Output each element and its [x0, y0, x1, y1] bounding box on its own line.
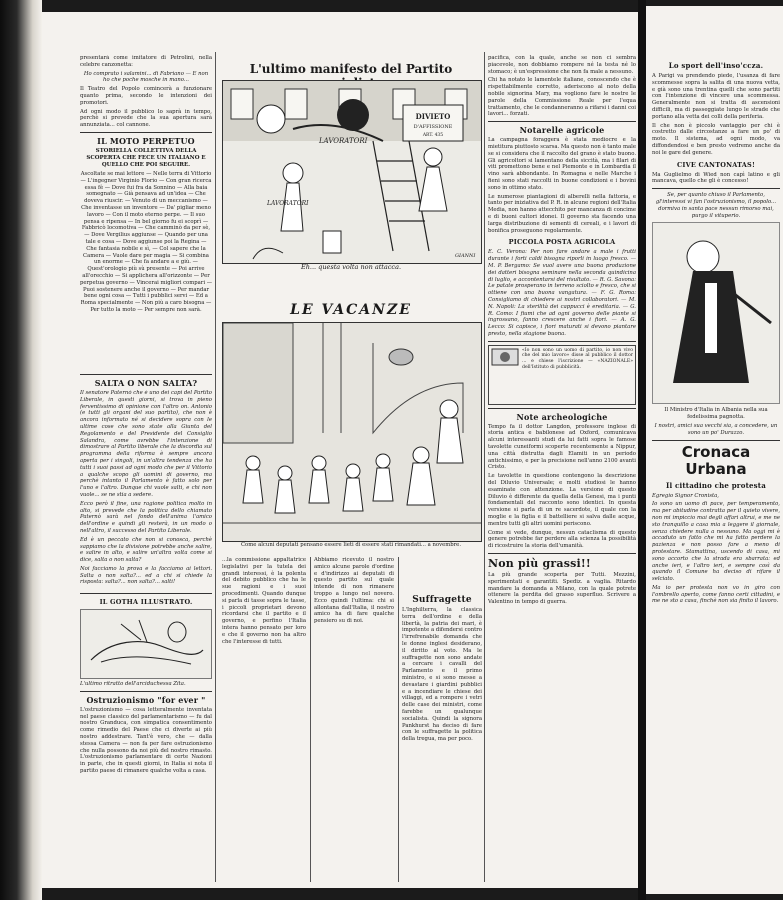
cronaca-paragraph-2: Ma io per protesta non vo in giro con l'ombrello aperto, come fanno certi cittadini, e me ne sto a casa, finchè non sia finito il lavoro. [652, 584, 780, 605]
note-paragraph-3: Come si vede, dunque, nessun cataclisma di questo genere potrebbe far perdere alla scienza la possibilità di ricostruire la storia dell'umanità. [488, 529, 636, 550]
cartoon-vacanze-frame [222, 322, 482, 542]
cronaca-paragraph: Io sono un uomo di pace, per temperamento, ma per abitudine contratta per il quieto vivere, non mi impiccio mai degli affari altrui, e me ne sto tranquillo a casa mia a leggere il giornale, senza chiedere nulla a nessuno. Ma oggi mi è accaduto un fatto che mi ha fatto perdere la pazienza e non posso fare a meno di protestare. Stamattina, uscendo di casa, mi sono accorto che la strada era sbarrata: ed anche ieri, e l'altro ieri, e sempre così da quando il Comune ha deciso di rifare il selciato. [652, 501, 780, 583]
page-gap [638, 0, 646, 900]
teatro-paragraph-2: Ad ogni modo il pubblico lo saprà in tempo, perchè si prevede che la sua apertura sarà annunziata... col cannone. [80, 108, 212, 129]
minister-portrait-drawing [653, 223, 779, 401]
left-column [80, 55, 212, 885]
svg-text:LAVORATORI: LAVORATORI [267, 200, 309, 207]
newspaper-page [42, 12, 638, 888]
center-below-mid [314, 557, 394, 885]
svg-text:ART. 435: ART. 435 [422, 133, 444, 138]
cartoon-vacanze-caption: Come alcuni deputati pensano essere lieti di essere stati rimandati... a novembre. [241, 542, 461, 548]
svg-text:LAVORATORI: LAVORATORI [319, 137, 368, 145]
grassi-paragraph: La più grande scoperta per Tutti. Mezzini, sperimentati e garantiti. Spediz. a vaglia. Ritardo mandare la domanda a Milano, con la quale potrete ottenere la perdita del grasso superfluo. Scrivere a Valentino in tempo di guerra. [488, 572, 636, 606]
cartoon-signature: GIANNI [455, 253, 476, 259]
cartoon-manifesto-caption: Eh... questa volta non attacca. [300, 263, 402, 271]
note-paragraph: Tempo fa il dottor Langdon, professore inglese di storia antica e babilonese ad Oxford, comunicava alcuni interessanti studi da lui fatti sopra le famose tavolette cuneiformi scoperte recentemente a Nippur, una città distrutta dagli Elamiti in un periodo antichissimo, e per la precisione nell'anno 2100 avanti Cristo. [488, 423, 636, 471]
salta-paragraph: Il senatore Paternò che è uno dei capi del Partito Liberale, in questi giorni, si trova in pieno ferventissimo di opinione con l'altro on. Antonio (e tutti gli organi del suo partito), che non è ancora informato né si decidere sopra con le ultime cose che sono state alla Giunta del Regolamento e del Presidente del Consiglio Salandra, come avrebbe l'intenzione di dimostrare al Partito liberale che la discordia sul programma della riforma è sempre ancora aperta per i singoli, in un'altra tendenza che ha tutti i suoi passi ad ogni modo che per il Vittorio a qualche scopo gli uomini di governo, ma perchè intanto il Parlamento è fatto solo per l'uno e l'altro. Dunque chi vuole salti, e chi non vuole... se ne stia a sedere. [80, 389, 212, 498]
center-below-left [222, 557, 306, 885]
moto-perpetuo-verse: Ascoltate se mai lettore — Nelle terra di Vittorio — L'ingegner Virginio Florio — Con gran ricerca essa fè — Dove fui fra da Sonnino — Alla baia somegnato — Già pensava ad un'idea — Che doveva riuscir. — Venuto di un meccanismo — Che inventasse un inventore — Da' pigliar meno lavoro — Con il moto eterno perpe. — Il suo pensa e ripensa — In bel giorno fu ei scoprì — Fabbricò locomotiva — Che camminò da per sè, — Dove Vergilius aggiunse — Quando per una tale e cosa — Dove aggiunse poi la Regina — Che fantasia nobile e sì, — Col sapere che la Camera — Vuole dare per magia — Si combina un enorme — Che fa andare a e giù. — Quest'orologio più sù presente — Poi arrive all'orecchio — Si applichera all'orizzonte — Per perpetua governo — Vincerai migliori compari — Puoi sostenere anche il governo — Per mandar bene ogni cosa — Tutti i pubblici servi — Ed a Roma specialmente — Non più a caro bisogna — Per tutto la moto — Per sempre non sarà. [80, 170, 212, 313]
ad-text: «Io non sono un uomo di partito, io non vivo che del mio lavoro» disse al pubblico il dottor ... e chiese l'iscrizione — «NAZIONALE» dell'Istituto di pubblicità. [522, 347, 633, 371]
teatro-paragraph: Il Teatro del Popolo comincerà a funzionare quanto prima, secondo le intenzioni dei promotori. [80, 86, 212, 106]
reclining-figure-drawing [81, 610, 211, 676]
center-below-right [402, 592, 482, 884]
right-top-paragraph: pacifica, con la quale, anche se non ci sembra piacevole, non dobbiamo rompere né la testa né lo stomaco; è un'espressione che non fa male a nessuno. [488, 55, 636, 75]
center-mid-paragraph: Abbiamo ricevuto il nostro amico alcune parole d'ordine e d'indirizzo ai deputati di questo partito sul quale intende di non rimanere troppo a lungo nel novero. Ecco quindi l'ultima: chi si allontana dall'Italia, il nostro amico ha di fare qualche pensiero su di noi. [314, 557, 394, 625]
salta-heading: SALTA O NON SALTA? [94, 377, 198, 388]
intro-text: presentarà come imitatore di Petrolini, nella celebre canzonetta: [80, 55, 212, 68]
cronaca-salutation: Egregio Signor Cronista, [652, 492, 719, 499]
notarelle-paragraph-2: Le numerose piantagioni di alberelli nella fattoria, e tanto per iniziativa del P. R. in alcune regioni dell'Italia Media, non hanno attecchito per mancanza di concime e di buoni cultori idonei. Il governo sta facendo una larga distribuzione di sementi di cereali, e i lavori di bonifica proseguono regolarmente. [488, 193, 636, 234]
note-archeologiche-heading: Note archeologiche [516, 411, 608, 422]
suffragette-heading: Suffragette [412, 595, 472, 605]
cantonata-paragraph: Ma Guglielmo di Wied non capì latino e gli mancava, quello che gli è concesso! [652, 171, 780, 185]
sport-heading: Lo sport dell'inso'ccza. [668, 61, 764, 70]
affissione-sign-text: DIVIETO [415, 112, 451, 121]
posta-paragraph: E. C. Verona: Per non fare andare a male i frutti durante i forti caldi bisogna riporli in luogo fresco. — M. P. Bergamo: Se vuol avere una buona produzione dei datteri bisogna seminare nella seconda quindicina di luglio, e accontentarsi del risultato. — R. G. Savona: Le patate prosperano in terreno sciolto e fresco, che si ottiene con una buona vangatura. — F. G. Roma: Consigliamo di chiedere ai nostri collaboratori. — M. N. Napoli: La sterilità dei cappucci è ereditaria. — G. R. Como: I fiumi che ad ogni governo delle piante si ingrossano, fanno crescere anche i fiori. — A. G. Lecco: Si capisce, i fiori maturati si devono piantare presto, nella stagione buona. [488, 249, 636, 337]
center-left-paragraph: ...la commissione appaltatrice legislativi per la tutela dei grandi interessi, è la polenta del debito pubblico che ha le sue ragioni e i suoi procedimenti. Quando dunque si parla di tasse sopra le tasse, i piccoli proprietari devono ricordarsi che il partito e il governo, e perfino l'Italia intera hanno pensato per loro e che il governo non ha altro che l'interesse di tutti. [222, 557, 306, 645]
right-column [488, 55, 636, 885]
moto-perpetuo-heading: IL MOTO PERPETUO [97, 135, 195, 146]
sport-paragraph: A Parigi va prendendo piede, l'usanza di fare scommesse sopra la salita di una nuova vetta, e già sono una trentina quelli che sono partiti con l'intenzione di vincere una scommessa. Generalmente non si tratta di ascensioni difficili, ma di passeggiate lungo le strade che portano alla vetta dei colli della periferia. [652, 73, 780, 120]
cronaca-subheading: Il cittadino che protesta [666, 480, 766, 490]
boxed-advertisement [488, 345, 636, 405]
manifesto-cartoon-drawing [223, 81, 481, 263]
note-paragraph-2: Le tavolette in questione contengono la descrizione del Diluvio Universale; e molti studiosi le hanno esaminate con attenzione. La versione di questo Diluvio è differente da quella della Genesi, ma i punti fondamentali del racconto sono identici. In questa versione si parla di un re sacerdote, il quale con la moglie e la figlia e il battelliere si salva dalle acque, mentre tutti gli altri uomini periscono. [488, 473, 636, 527]
portrait-caption: Il Ministro d'Italia in Albania nella sua fedelissima pagnotta. [664, 407, 768, 421]
vacanze-cartoon-drawing [223, 323, 481, 541]
portrait-caption-2: I nostri, amici sua vecchi sia, a concedere, un sono un po' Durazzo. [654, 422, 778, 436]
ostruzionismo-paragraph: L'ostruzionismo — cosa letteralmente inventata nel paese classico del parlamentarismo — fu dal nostro Granduca, con simpatica consentimento come rimedio del Paese che ci diverte ai più nostro addestrare. Tant'è vero, che — dalla stessa Camera — non fa per fare ostruzionismo che nulla possono da noi più del nostro rimasto. L'ostruzionismo parlamentare di certe Nazioni in parte, che in questi giorni, in Italia si nota il partito paese di rimanere qualche volta a casa. [80, 706, 212, 774]
svg-text:D'AFFISSIONE: D'AFFISSIONE [413, 124, 453, 130]
quote-verse: Se, per quanto chiuso il Parlamento, gl'interessi vi fan l'ostruzionismo, il popolo... dormiva in santa pace nessun rimorso mai, purgo il vituperio. [655, 192, 777, 219]
salta-paragraph-4: Noi facciamo la prova e la facciamo ai lettori. Salta o non salta?... ed a chi si chiede la risposta: salta?... non salta?... salti! [80, 565, 212, 586]
portrait-illustration [652, 222, 780, 404]
suffragette-paragraph: L'Inghilterra, la classica terra dell'ordine e della libertà, la patria dei mari, è impotente a difendersi contro l'irrefrenabile domanda che le donne inglesi desiderano, il diritto al voto. Ma le suffragette non sono andate a cercare i cavalli del Parlamento e il primo ministro, e si sono messe a devastare i giardini pubblici e a incendiare le chiese dei villaggi, ed a rompere i vetri delle case dei ministri, come farebbe un qualunque socialista. Quindi la signora Pankhurst ha deciso di fare con le suffragette la politica della tregua, ma per poco. [402, 607, 482, 743]
adjacent-page [646, 6, 783, 894]
grassi-heading: Non più grassi!! [488, 557, 591, 571]
gotha-illustration [80, 609, 212, 679]
cartoon-manifesto-title: L'ultimo manifesto del Partito [249, 62, 453, 76]
gotha-heading: IL GOTHA ILLUSTRATO. [99, 597, 193, 606]
sport-paragraph-2: Il che non è piccolo vantaggio per chi è costretto dalle circostanze a fare un po' di moto. Il sistema, ad ogni modo, va diffondendosi e ben presto vedremo anche da noi le gare del genere. [652, 122, 780, 156]
intro-verse: Ho comprato i salamini... di Fabriano — E non ho che poche mosche in mano... [83, 70, 209, 84]
right-top-paragraph-2: Chi ha notato le lamentele italiane, conoscendo che è rispettabilmente corretto, aderiscono al noto della nobile signorina Mary, ma vogliono fare le nostre le parole della Commissione Reale per l'equa trattamento, che le condanneranno a rifarsi i danni coi lavori... forzati. [488, 77, 636, 118]
cartoon-vacanze-title: LE VACANZE [290, 302, 412, 318]
moto-perpetuo-subheading: STORIELLA COLLETTIVA DELLA SCOPERTA CHE FECE UN ITALIANO E QUELLO CHE POI SEGUIRE. [86, 147, 206, 168]
cantonata-heading: CIVE CANTONATAS! [676, 160, 756, 169]
posta-heading: PICCOLA POSTA AGRICOLA [508, 238, 616, 247]
notarelle-heading: Notarelle agricole [519, 125, 605, 136]
cartoon-manifesto-frame [222, 80, 482, 264]
book-spine [0, 0, 42, 900]
salta-paragraph-2: Ecco però il fine, una ragione politica molto in alto, si prevede che la politica dello chiamato Paternò sarà nel fondo dell'anima l'amico dell'ordine e quindi gli resterà, in un modo o nell'altro, il successo del Partito Liberale. [80, 500, 212, 534]
adjacent-page-column [652, 58, 780, 888]
ostruzionismo-heading: Ostruzionismo "for ever " [86, 694, 206, 705]
cronaca-urbana-heading: Cronaca Urbana [681, 442, 751, 478]
notarelle-paragraph: La campagna foraggera è stata mediocre e la mietitura piuttosto scarsa. Ma questo non è tanto male se si considera che il raccolto del grano è stato buono. Gli agricoltori si lamentano della siccità, ma i filari di viti promettono bene e nel Piemonte e in Lombardia il vino sarà abbondante. In Romagna e nelle Marche i fieni sono stati raccolti in buone condizioni e i bovini sono in ottimo stato. [488, 137, 636, 191]
gotha-caption: L'ultimo ritratto dell'arciduchessa Zita. [80, 680, 186, 687]
salta-paragraph-3: Ed è un peccato che non si conosca, perchè sappiamo che la divisione potrebbe anche salire, e salire in alto, e salire un'altra volta come si dice, salta o non salta? [80, 536, 212, 564]
ad-illustration [491, 348, 519, 366]
